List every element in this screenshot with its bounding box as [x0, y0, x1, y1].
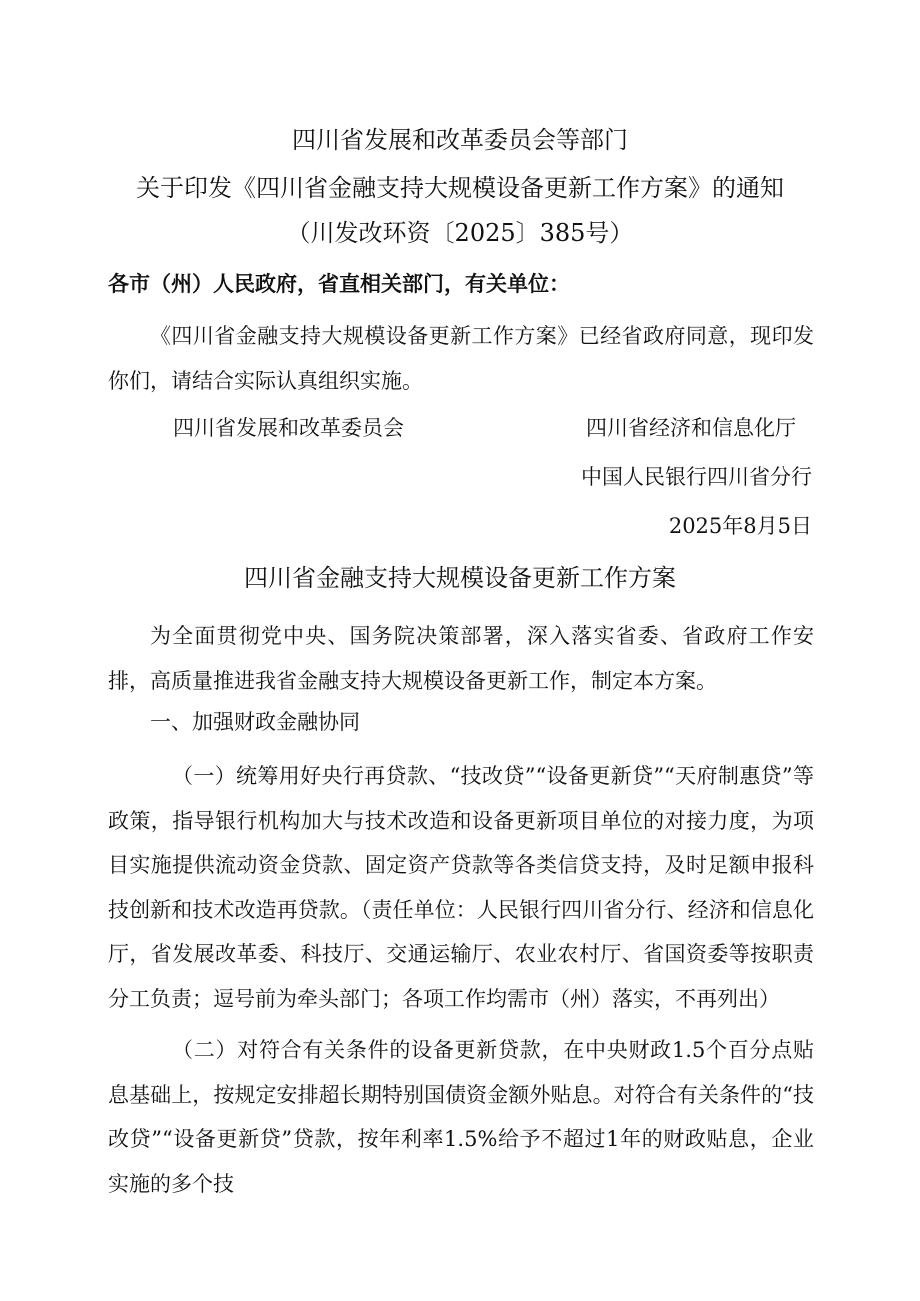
plan-item-1: （一）统筹用好央行再贷款、“技改贷”“设备更新贷”“天府制惠贷”等政策，指导银行机构加大与技术改造和设备更新项目单位的对接力度，为项目实施提供流动资金贷款、固定资产贷款等各类信贷支持，及时足额申报科技创新和技术改造再贷款。（责任单位：人民银行四川省分行、经济和信息化厅，省发展改革委、科技厅、交通运输厅、农业农村厅、省国资委等按职责分工负责；逗号前为牵头部门；各项工作均需市（州）落实，不再列出） [108, 764, 814, 1011]
plan-intro: 为全面贯彻党中央、国务院决策部署，深入落实省委、省政府工作安排，高质量推进我省金融支持大规模设备更新工作，制定本方案。 [108, 624, 814, 693]
notice-body: 《四川省金融支持大规模设备更新工作方案》已经省政府同意，现印发你们，请结合实际认真组织实施。 [108, 324, 814, 393]
issuer-pboc: 中国人民银行四川省分行 [581, 465, 812, 489]
issuer-ndrc: 四川省发展和改革委员会 [173, 416, 404, 440]
document-number: （川发改环资〔2025〕385号） [286, 219, 634, 247]
issue-date: 2025年8月5日 [668, 514, 812, 538]
notice-title-line2: 关于印发《四川省金融支持大规模设备更新工作方案》的通知 [136, 174, 784, 202]
notice-title-line1: 四川省发展和改革委员会等部门 [292, 126, 628, 154]
addressee: 各市（州）人民政府，省直相关部门，有关单位： [108, 271, 570, 296]
plan-title: 四川省金融支持大规模设备更新工作方案 [244, 564, 676, 592]
issuer-economy-it: 四川省经济和信息化厅 [586, 416, 796, 440]
plan-item-2: （二）对符合有关条件的设备更新贷款，在中央财政1.5个百分点贴息基础上，按规定安排超长期特别国债资金额外贴息。对符合有关条件的“技改贷”“设备更新贷”贷款，按年利率1.5%给予不超过1年的财政贴息，企业实施的多个技 [108, 1038, 814, 1196]
section-heading: 一、加强财政金融协同 [150, 710, 360, 734]
